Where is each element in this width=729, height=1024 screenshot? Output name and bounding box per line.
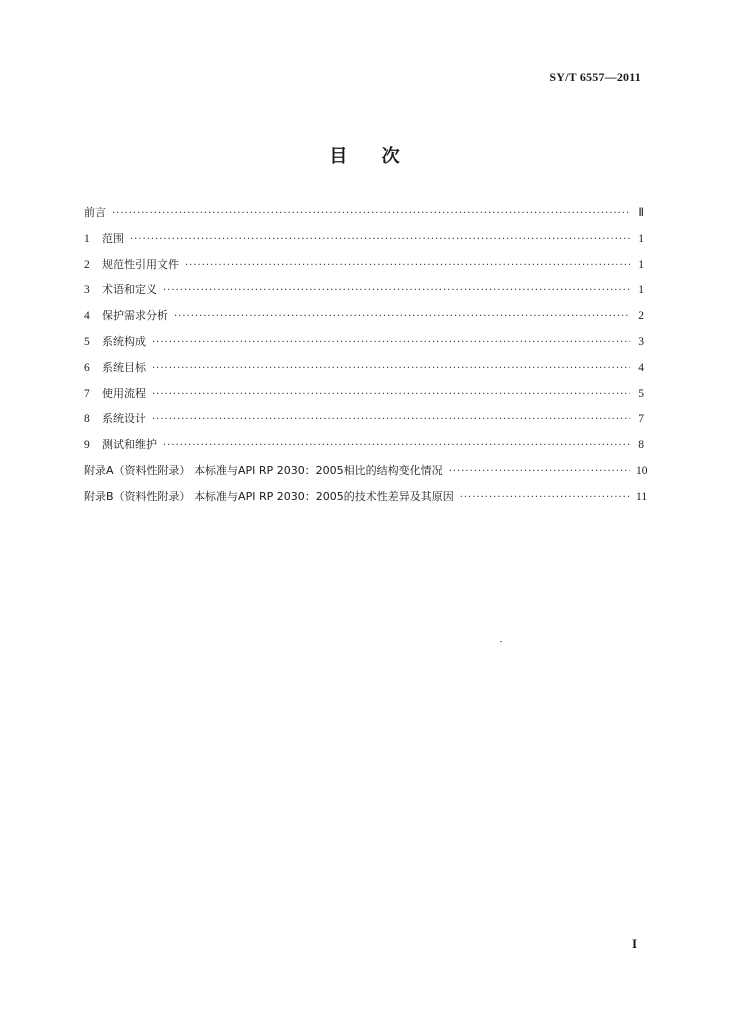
dot-leader bbox=[152, 414, 630, 425]
dot-leader bbox=[152, 337, 630, 348]
toc-entry-page: 5 bbox=[638, 387, 644, 400]
toc-entry-annex-a[interactable] bbox=[84, 462, 648, 488]
toc-entry-title: 附录A（资料性附录） 本标准与API RP 2030：2005相比的结构变化情况 bbox=[84, 463, 443, 477]
dot-leader bbox=[460, 492, 630, 503]
toc-entry-title: 测试和维护 bbox=[102, 438, 157, 452]
dot-leader bbox=[163, 285, 630, 296]
toc-entry-page: Ⅱ bbox=[638, 207, 644, 219]
toc-entry-page: 1 bbox=[638, 232, 644, 245]
toc-entry-page: 3 bbox=[638, 335, 644, 348]
toc-entry-terms-definitions[interactable] bbox=[84, 281, 644, 307]
toc-entry-protection-analysis[interactable] bbox=[84, 307, 644, 333]
toc-entry-number: 2 bbox=[84, 258, 90, 271]
dot-leader bbox=[152, 389, 630, 400]
standard-number: SY/T 6557—2011 bbox=[549, 70, 641, 84]
toc-entry-number: 5 bbox=[84, 335, 90, 348]
table-of-contents bbox=[84, 204, 648, 514]
toc-entry-number: 9 bbox=[84, 439, 90, 452]
toc-entry-page: 7 bbox=[638, 413, 644, 426]
toc-entry-title: 前言 bbox=[84, 206, 106, 219]
toc-entry-number: 4 bbox=[84, 310, 90, 323]
toc-entry-system-composition[interactable] bbox=[84, 333, 644, 359]
toc-entry-page: 1 bbox=[638, 284, 644, 297]
toc-entry-number: 7 bbox=[84, 387, 90, 400]
toc-entry-title: 系统设计 bbox=[102, 412, 146, 426]
toc-entry-title: 附录B（资料性附录） 本标准与API RP 2030：2005的技术性差异及其原因 bbox=[84, 489, 454, 503]
toc-entry-usage-process[interactable] bbox=[84, 385, 644, 411]
toc-entry-title: 系统构成 bbox=[102, 334, 146, 348]
toc-entry-normative-references[interactable] bbox=[84, 256, 644, 282]
toc-entry-title: 范围 bbox=[102, 231, 124, 245]
dot-leader bbox=[449, 466, 630, 477]
toc-entry-title: 保护需求分析 bbox=[102, 309, 168, 323]
toc-entry-annex-b[interactable] bbox=[84, 488, 648, 514]
toc-entry-page: 1 bbox=[638, 258, 644, 271]
toc-entry-system-design[interactable] bbox=[84, 410, 644, 436]
dot-leader bbox=[174, 311, 630, 322]
toc-entry-number: 6 bbox=[84, 361, 90, 374]
toc-entry-page: 10 bbox=[636, 464, 648, 477]
page-number: I bbox=[631, 936, 637, 951]
toc-entry-number: 8 bbox=[84, 413, 90, 426]
toc-entry-title: 规范性引用文件 bbox=[102, 257, 179, 271]
dot-leader bbox=[152, 363, 630, 374]
dot-leader bbox=[112, 208, 630, 219]
toc-entry-scope[interactable] bbox=[84, 230, 644, 256]
toc-title: 目 次 bbox=[329, 146, 400, 167]
toc-entry-testing-maintenance[interactable] bbox=[84, 436, 644, 462]
scan-speck bbox=[500, 641, 502, 642]
toc-entry-title: 系统目标 bbox=[102, 360, 146, 374]
toc-entry-page: 8 bbox=[638, 439, 644, 452]
toc-entry-number: 1 bbox=[84, 232, 90, 245]
toc-entry-system-objectives[interactable] bbox=[84, 359, 644, 385]
toc-entry-page: 4 bbox=[638, 361, 644, 374]
dot-leader bbox=[185, 260, 630, 271]
toc-entry-title: 术语和定义 bbox=[102, 283, 157, 297]
toc-entry-foreword[interactable] bbox=[84, 204, 644, 230]
toc-entry-number: 3 bbox=[84, 284, 90, 297]
toc-entry-page: 2 bbox=[638, 310, 644, 323]
dot-leader bbox=[130, 234, 630, 245]
toc-entry-title: 使用流程 bbox=[102, 386, 146, 400]
dot-leader bbox=[163, 440, 630, 451]
toc-entry-page: 11 bbox=[636, 490, 648, 503]
